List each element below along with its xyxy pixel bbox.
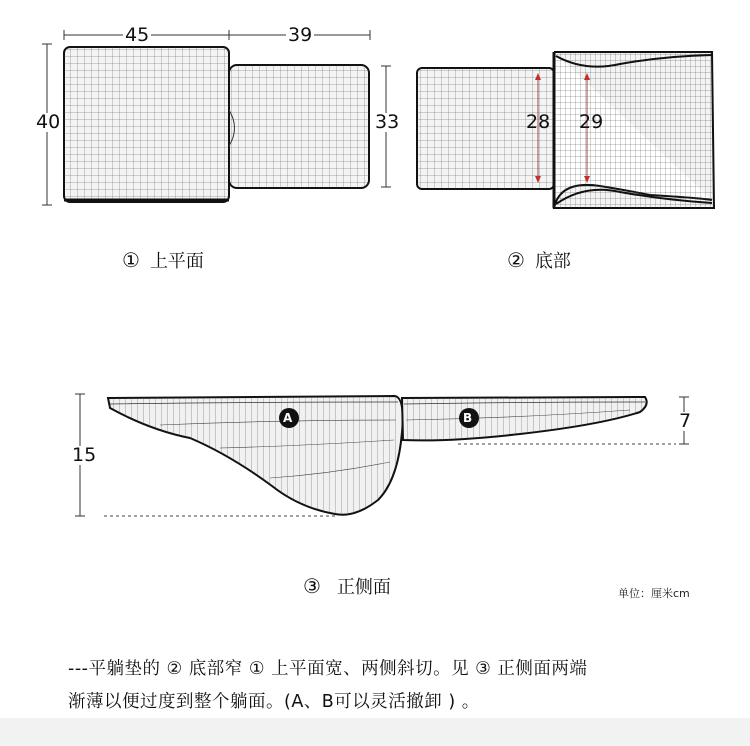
caption-bottom-view-number: ② xyxy=(507,248,525,272)
dim-top-height-b: 33 xyxy=(375,111,400,133)
dim-bottom-height-a: 28 xyxy=(526,111,551,133)
caption-bottom-view-text: 底部 xyxy=(534,251,571,272)
caption-side-view-text: 正侧面 xyxy=(336,577,391,598)
bottom-view-figure xyxy=(417,52,714,208)
caption-top-view-text: 上平面 xyxy=(149,251,204,272)
caption-side-view xyxy=(303,576,391,597)
footer-strip xyxy=(0,718,750,746)
dim-top-width-b: 39 xyxy=(288,24,313,46)
caption-top-view-number: ① xyxy=(122,248,140,272)
dim-bottom-height-b: 29 xyxy=(579,111,604,133)
description-line-1: ---平躺垫的 ② 底部窄 ① 上平面宽、两侧斜切。见 ③ 正侧面两端 xyxy=(68,659,588,679)
top-view-figure xyxy=(42,30,391,205)
dim-top-width-a: 45 xyxy=(125,24,150,46)
badge-a-label: A xyxy=(283,411,293,425)
caption-bottom-view xyxy=(507,250,571,271)
dim-side-height-a: 15 xyxy=(72,444,97,466)
badge-b-label: B xyxy=(463,411,473,425)
caption-top-view xyxy=(122,250,204,271)
description-line-2: 渐薄以便过度到整个躺面。(A、B可以灵活撤卸 ) 。 xyxy=(68,692,480,712)
dim-top-height-a: 40 xyxy=(36,111,61,133)
unit-label: 单位：厘米cm xyxy=(618,587,690,600)
dim-side-height-b: 7 xyxy=(679,410,692,432)
side-view-figure xyxy=(75,394,689,516)
caption-side-view-number: ③ xyxy=(303,574,321,598)
